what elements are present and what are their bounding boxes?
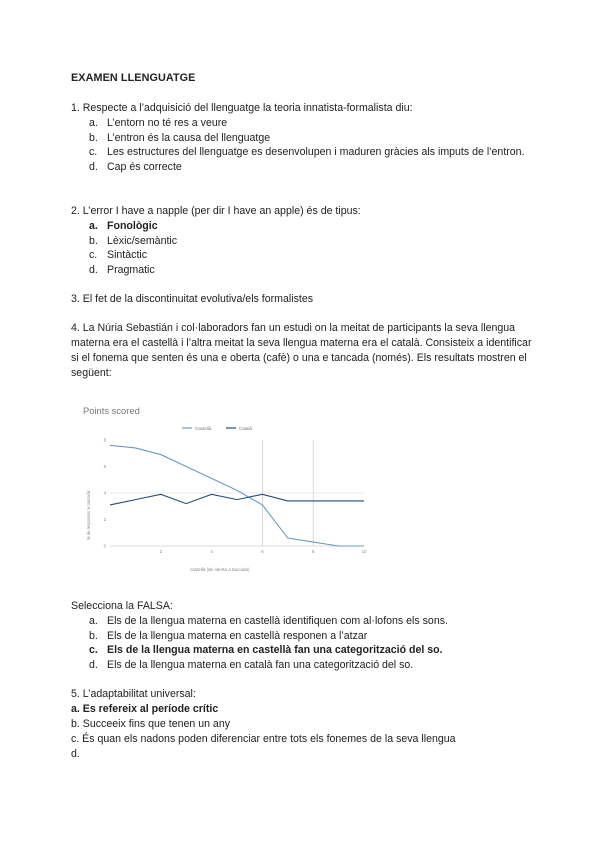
option-1d[interactable]: d. Cap és correcte: [89, 160, 182, 173]
legend-label-catala: Català: [239, 426, 253, 431]
y-tick-label: 0: [103, 543, 106, 549]
chart-grid: [110, 440, 364, 546]
question-4-text: 4. La Núria Sebastián i col·laboradors fan un estudi on la meitat de participants la seva llengua materna era el castellà i l’altra meitat la seva llengua materna era el català. Consisteix a identificar si el fonema que senten és una e oberta (cafè) o una e tancada (només). Els resultats mostren el següent:: [71, 322, 532, 379]
y-tick-label: 4: [103, 490, 106, 496]
question-4-options: [71, 614, 541, 672]
option-4b[interactable]: b. Els de la llengua materna en castellà responen a l’atzar: [89, 629, 368, 642]
question-5-line-c[interactable]: c. És quan els nadons poden diferenciar entre tots els fonemes de la seva llengua: [71, 733, 456, 745]
x-tick-label: 10: [361, 549, 367, 554]
option-4c[interactable]: c. Els de la llengua materna en castellà fan una categorització del so.: [89, 644, 443, 657]
question-1: [71, 101, 541, 174]
line-chart: [78, 400, 378, 580]
question-5-line-a[interactable]: a. Es refereix al període crític: [71, 703, 219, 715]
question-4-answers: [71, 599, 541, 672]
chart-xlabel: castellà (de oberta a tancada): [190, 567, 250, 572]
option-2d[interactable]: d. Pragmatic: [89, 263, 155, 276]
question-2-options: [71, 219, 541, 277]
chart-legend: [182, 426, 253, 431]
series-line-catala: [110, 494, 364, 505]
question-5-line-b[interactable]: b. Succeeix fins que tenen un any: [71, 718, 231, 730]
option-2c[interactable]: c. Sintàctic: [89, 249, 148, 262]
question-3-text: 3. El fet de la discontinuitat evolutiva/els formalistes: [71, 293, 314, 305]
question-2: [71, 204, 541, 277]
chart-ylabel: % de respostes 'e tancada': [86, 489, 91, 540]
chart-lines: [110, 445, 364, 546]
legend-label-castella: Castellà: [195, 426, 212, 431]
question-2-text: 2. L’error I have a napple (per dir I have an apple) és de tipus:: [71, 205, 361, 217]
y-tick-label: 8: [103, 437, 106, 443]
x-tick-label: 2: [159, 549, 162, 554]
chart-ticks: [104, 438, 367, 555]
exam-title: EXAMEN LLENGUATGE: [71, 72, 196, 84]
option-1b[interactable]: b. L’entron és la causa del llenguatge: [89, 131, 271, 144]
question-5-line-d[interactable]: d.: [71, 748, 80, 760]
option-1a[interactable]: a. L’entorn no té res a veure: [89, 117, 228, 129]
question-1-options: [71, 116, 541, 174]
y-tick-label: 6: [103, 464, 106, 469]
option-4a[interactable]: a. Els de la llengua materna en castellà identifiquen com al·lofons els sons.: [89, 615, 448, 627]
option-2a[interactable]: a. Fonològic: [89, 220, 158, 232]
y-tick-label: 2: [103, 517, 106, 522]
x-tick-label: 6: [261, 549, 264, 554]
question-4-prompt: Selecciona la FALSA:: [71, 600, 173, 612]
option-1c[interactable]: c. Les estructures del llenguatge es desenvolupen i maduren gràcies als imputs de l’entron.: [89, 146, 525, 159]
question-1-text: 1. Respecte a l’adquisició del llenguatge la teoria innatista-formalista diu:: [71, 102, 413, 114]
x-tick-label: 8: [312, 549, 315, 554]
question-5-text: 5. L’adaptabilitat universal:: [71, 688, 196, 700]
option-2b[interactable]: b. Lèxic/semàntic: [89, 234, 178, 247]
chart-title: Points scored: [83, 405, 140, 416]
series-line-castella: [110, 445, 364, 546]
question-5: [71, 687, 541, 762]
x-tick-label: 4: [210, 549, 213, 554]
option-4d[interactable]: d. Els de la llengua materna en català fan una categorització del so.: [89, 658, 414, 671]
